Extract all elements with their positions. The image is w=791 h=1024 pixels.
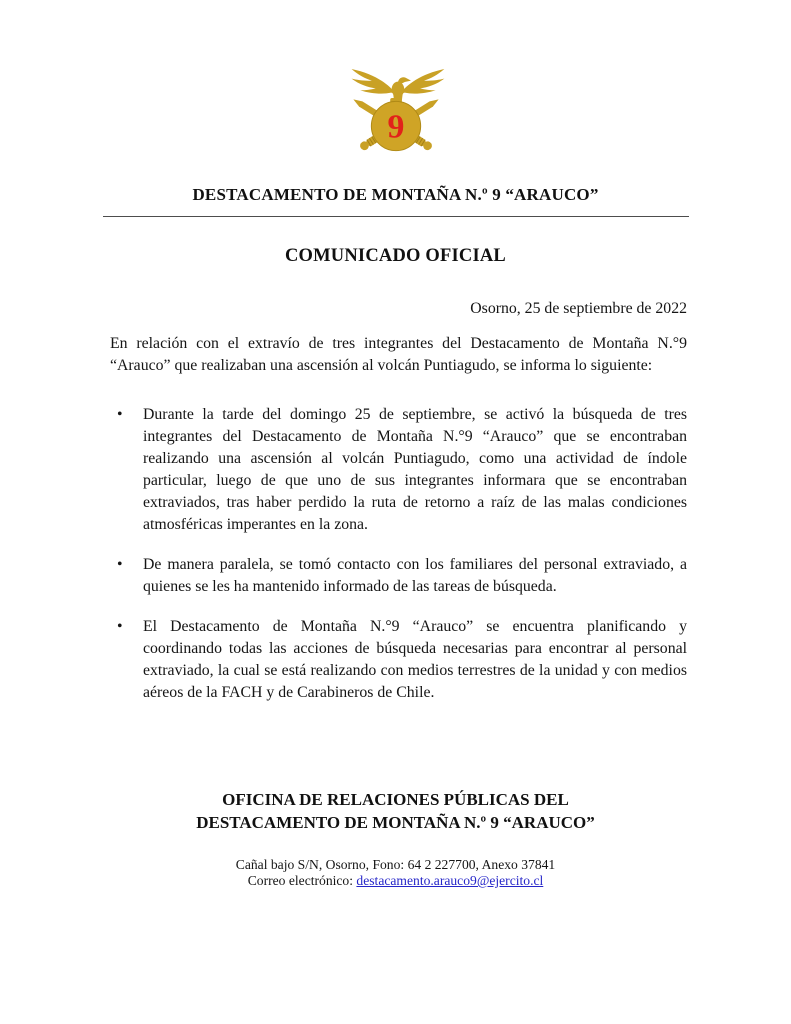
list-item — [110, 404, 687, 536]
list-item — [110, 554, 687, 598]
emblem-number: 9 — [387, 108, 404, 146]
bullet-icon: • — [117, 556, 123, 573]
list-item-text: Durante la tarde del domingo 25 de septiembre, se activó la búsqueda de tres integrantes del Destacamento de Montaña N.°9 “Arauco” que se encontraban realizando una ascensión al volcán Puntiagudo, como una actividad de índole particular, luego de que uno de sus integrantes informara que se encontraban extraviados, tras haber perdido la ruta de retorno a raíz de las malas condiciones atmosféricas imperantes en la zona. — [143, 406, 687, 533]
organization-title: DESTACAMENTO DE MONTAÑA N.º 9 “ARAUCO” — [192, 185, 599, 204]
condor-swords-emblem-icon — [338, 64, 454, 161]
document-title: COMUNICADO OFICIAL — [285, 246, 506, 266]
intro-paragraph: En relación con el extravío de tres integrantes del Destacamento de Montaña N.°9 “Arauco” que realizaban una ascensión al volcán Puntiagudo, se informa lo siguiente: — [110, 335, 687, 374]
email-link[interactable]: destacamento.arauco9@ejercito.cl — [356, 873, 544, 888]
list-item-text: De manera paralela, se tomó contacto con los familiares del personal extraviado, a quienes se les ha mantenido informado de las tareas de búsqueda. — [143, 556, 687, 595]
header-divider — [103, 216, 689, 217]
contact-info — [0, 857, 791, 889]
issuing-office-line2: DESTACAMENTO DE MONTAÑA N.º 9 “ARAUCO” — [196, 813, 595, 832]
contact-address: Cañal bajo S/N, Osorno, Fono: 64 2 227700, Anexo 37841 — [235, 857, 556, 872]
issuing-office — [0, 788, 791, 834]
bullet-icon: • — [117, 618, 123, 635]
email-label: Correo electrónico: — [247, 873, 357, 888]
list-item-text: El Destacamento de Montaña N.°9 “Arauco” se encuentra planificando y coordinando todas las acciones de búsqueda necesarias para encontrar al personal extraviado, la cual se está realizando con medios terrestres de la unidad y con medios aéreos de la FACH y de Carabineros de Chile. — [143, 618, 687, 701]
document-body — [110, 300, 687, 704]
issuing-office-line1: OFICINA DE RELACIONES PÚBLICAS DEL — [222, 790, 569, 809]
contact-email-line — [0, 873, 791, 889]
bullet-icon: • — [117, 406, 123, 423]
list-item — [110, 616, 687, 704]
unit-insignia — [0, 0, 791, 161]
dateline: Osorno, 25 de septiembre de 2022 — [470, 300, 687, 317]
bullet-list — [110, 404, 687, 704]
